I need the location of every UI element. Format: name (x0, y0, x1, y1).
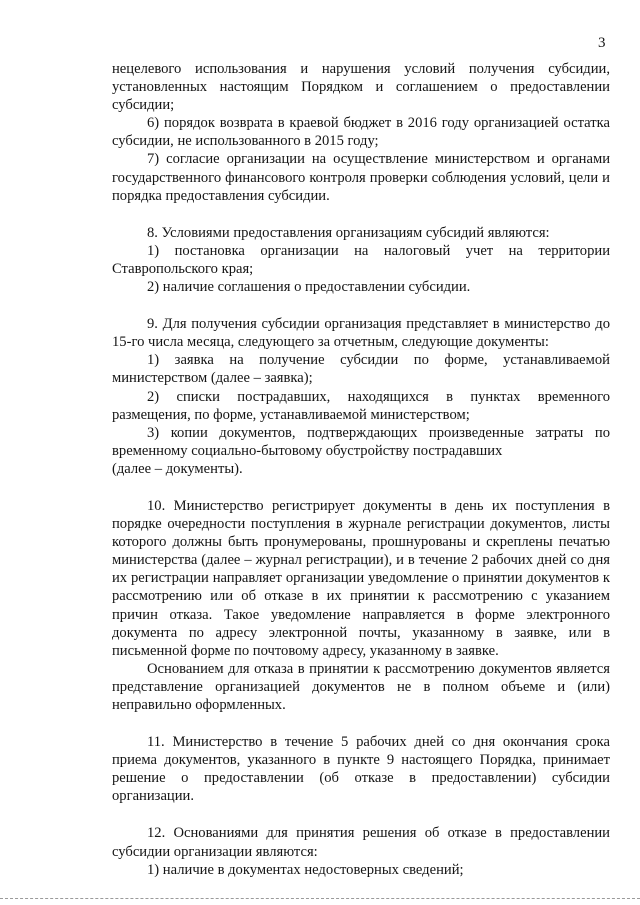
section-gap (112, 296, 610, 315)
paragraph-section-8: 8. Условиями предоставления организациям субсидий являются: (147, 224, 550, 241)
paragraph-8-item-2: 2) наличие соглашения о предоставлении субсидии. (147, 279, 471, 296)
paragraph-8-item-1: 1) постановка организации на налоговый учет на территории Ставропольского края; (112, 242, 610, 277)
paragraph-section-10: 10. Министерство регистрирует документы в день их поступления в порядке очередности поступления в журнале регистрации документов, листы которого должны быть пронумерованы, прошнурованы и скреплены печатью министерства (далее – журнал регистрации), и в течение 2 рабочих дней со дня их регистрации направляет организации уведомление о принятии документов к рассмотрению или об отказе в их принятии к рассмотрению с указанием причин отказа. Такое уведомление направляется в форме электронного документа по адресу электронной почты, указанному в заявке, или в письменной форме по почтовому адресу, указанному в заявке. (112, 497, 610, 659)
section-gap (112, 714, 610, 733)
paragraph-9-item-1: 1) заявка на получение субсидии по форме, устанавливаемой министерством (далее – заявка); (112, 352, 610, 387)
paragraph-10-refusal: Основанием для отказа в принятии к рассмотрению документов является представление организацией документов не в полном объеме и (или) неправильно оформленных. (112, 660, 610, 713)
section-gap (112, 805, 610, 824)
paragraph-section-9: 9. Для получения субсидии организация представляет в министерство до 15-го числа месяца, следующего за отчетным, следующие документы: (112, 316, 610, 351)
paragraph-9-item-3: 3) копии документов, подтверждающих произведенные затраты по временному социально-бытовому обустройству пострадавших (112, 424, 610, 459)
paragraph-12-item-1: 1) наличие в документах недостоверных сведений; (147, 861, 464, 878)
section-gap (112, 205, 610, 224)
paragraph-section-11: 11. Министерство в течение 5 рабочих дней со дня окончания срока приема документов, указанного в пункте 9 настоящего Порядка, принимает решение о предоставлении (об отказе в предоставлении) субсидии организации. (112, 734, 610, 805)
scan-edge-line (0, 898, 640, 900)
paragraph-item-6: 6) порядок возврата в краевой бюджет в 2016 году организацией остатка субсидии, не использованного в 2015 году; (112, 115, 610, 150)
paragraph-section-12: 12. Основаниями для принятия решения об отказе в предоставлении субсидии организации являются: (112, 825, 610, 860)
paragraph-9-item-3-tail: (далее – документы). (112, 460, 243, 477)
paragraph-item-7: 7) согласие организации на осуществление министерством и органами государственного финансового контроля проверки соблюдения условий, цели и порядка предоставления субсидии. (112, 151, 610, 204)
section-gap (112, 478, 610, 497)
paragraph-continuation: нецелевого использования и нарушения условий получения субсидии, установленных настоящим Порядком и соглашением о предоставлении субсидии; (112, 61, 610, 114)
page-number: 3 (598, 35, 606, 51)
paragraph-9-item-2: 2) списки пострадавших, находящихся в пунктах временного размещения, по форме, устанавливаемой министерством; (112, 388, 610, 423)
document-body (112, 60, 610, 879)
